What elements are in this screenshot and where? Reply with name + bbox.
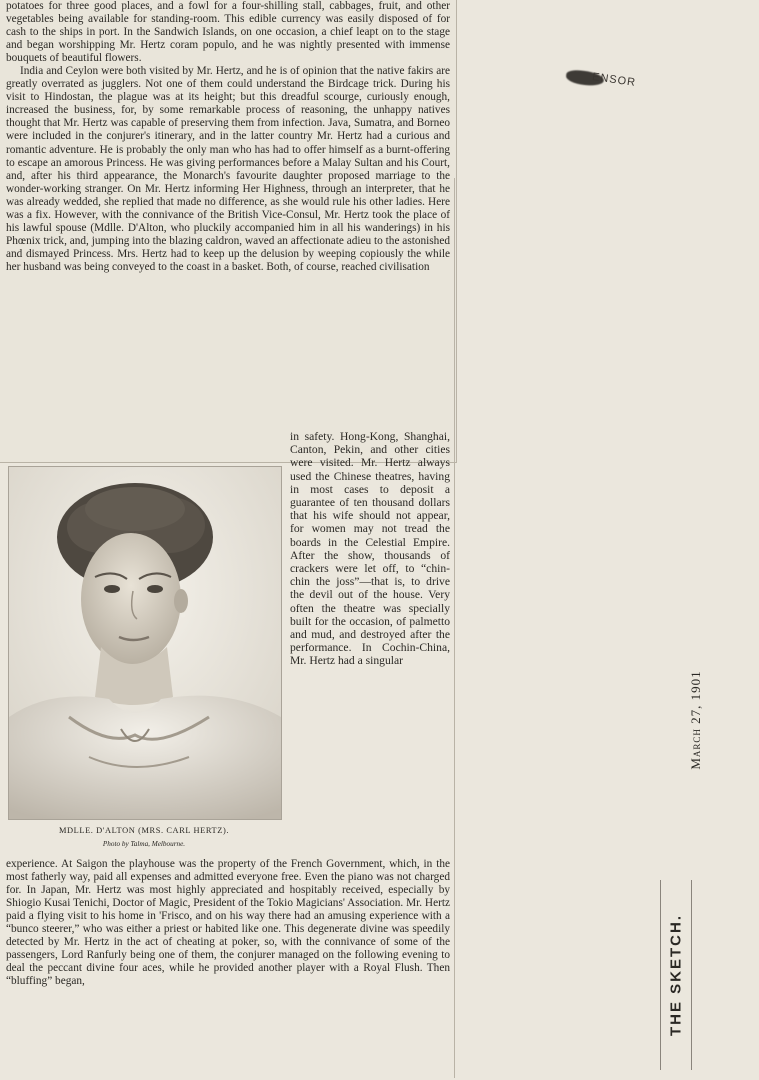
photo-credit: Photo by Talma, Melbourne. bbox=[102, 840, 186, 848]
publication-title: THE SKETCH. bbox=[667, 913, 685, 1037]
side-paragraph: in safety. Hong-Kong, Shanghai, Canton, Pekin, and other cities were visited. Mr. Hertz always used the Chinese theatres, having in most cases to deposit a guarantee of ten thousand dollars that his wife should not appear, for women may not tread the boards in the Celestial Empire. After the show, thousands of crackers were let off, to “chin-chin the joss”—that is, to drive the devil out of the house. Very often the theatre was specially built for the occasion, of palmetto and mud, and destroyed after the performance. In Cochin-China, Mr. Hertz had a singular bbox=[290, 430, 450, 668]
portrait-illustration bbox=[9, 467, 281, 819]
masthead-strip bbox=[660, 880, 692, 1070]
portrait-caption: MDLLE. D'ALTON (MRS. CARL HERTZ). bbox=[58, 826, 230, 835]
side-article-column bbox=[290, 430, 450, 668]
portrait-photo bbox=[8, 466, 282, 820]
ensor-stamp bbox=[560, 62, 650, 102]
rotated-article-column bbox=[454, 178, 663, 1078]
lower-article-column bbox=[0, 858, 456, 988]
lower-paragraph: experience. At Saigon the playhouse was the property of the French Government, which, in the most fatherly way, paid all expenses and admitted everyone free. Even the piano was not charged for. In Japan, Mr. Hertz was most highly appreciated and hospitably received, especially by Shiogio Kusai Tenichi, Doctor of Magic, President of the Tokio Magicians' Association. Mr. Hertz paid a flying visit to his home in 'Frisco, and on his way there had an amusing experience with a “bunco steerer,” who was either a priest or habited like one. This degenerate divine was speedily detected by Mr. Hertz in the act of cheating at poker, so, with the connivance of some of the passengers, Lord Ranfurly being one of them, the conjurer managed on the following evening to deal the peccant divine four aces, while he provided another player with a Royal Flush. Then “bluffing” began, bbox=[6, 858, 450, 988]
date-strip bbox=[676, 620, 716, 820]
article-paragraph-2: India and Ceylon were both visited by Mr. Hertz, and he is of opinion that the native fakirs are greatly overrated as jugglers. Not one of them could understand the Birdcage trick. During his visit to Hindostan, the plague was at its height; but this dreadful scourge, curiously enough, increased the business, for, by some remarkable process of reasoning, the unhappy natives thought that Mr. Hertz was capable of preserving them from infection. Java, Sumatra, and Borneo were included in the conjurer's itinerary, and in the latter country Mr. Hertz had a curious and romantic adventure. He is probably the only man who has had to offer himself as a burnt-offering to escape an amorous Princess. He was giving performances before a Malay Sultan and his Court, and, after his third appearance, the Monarch's favourite daughter proposed marriage to the wonder-working stranger. On Mr. Hertz informing Her Highness, through an interpreter, that he was already wedded, she replied that made no difference, as she would rule his other ladies. Here was a fix. However, with the connivance of the British Vice-Consul, Mr. Hertz took the place of his lawful spouse (Mdlle. D'Alton, who pluckily accompanied him in all his wanderings) in his Phœnix trick, and, jumping into the blazing caldron, waved an affectionate adieu to the astonished and dismayed Princess. Mrs. Hertz had to keep up the delusion by weeping copiously the while her husband was being conveyed to the coast in a basket. Both, of course, reached civilisation bbox=[6, 65, 450, 273]
article-paragraph-1: potatoes for three good places, and a fowl for a four-shilling stall, cabbages, fruit, and other vegetables being available for standing-room. This edible currency was easily disposed of for cash to the ships in port. In the Sandwich Islands, on one occasion, a chief leapt on to the stage and began worshipping Mr. Hertz coram populo, and he was nightly presented with immense bouquets of beautiful flowers. bbox=[6, 0, 450, 65]
issue-date: March 27, 1901 bbox=[688, 670, 703, 770]
main-article-column bbox=[0, 0, 457, 463]
stamp-label: ENSOR bbox=[591, 70, 637, 90]
